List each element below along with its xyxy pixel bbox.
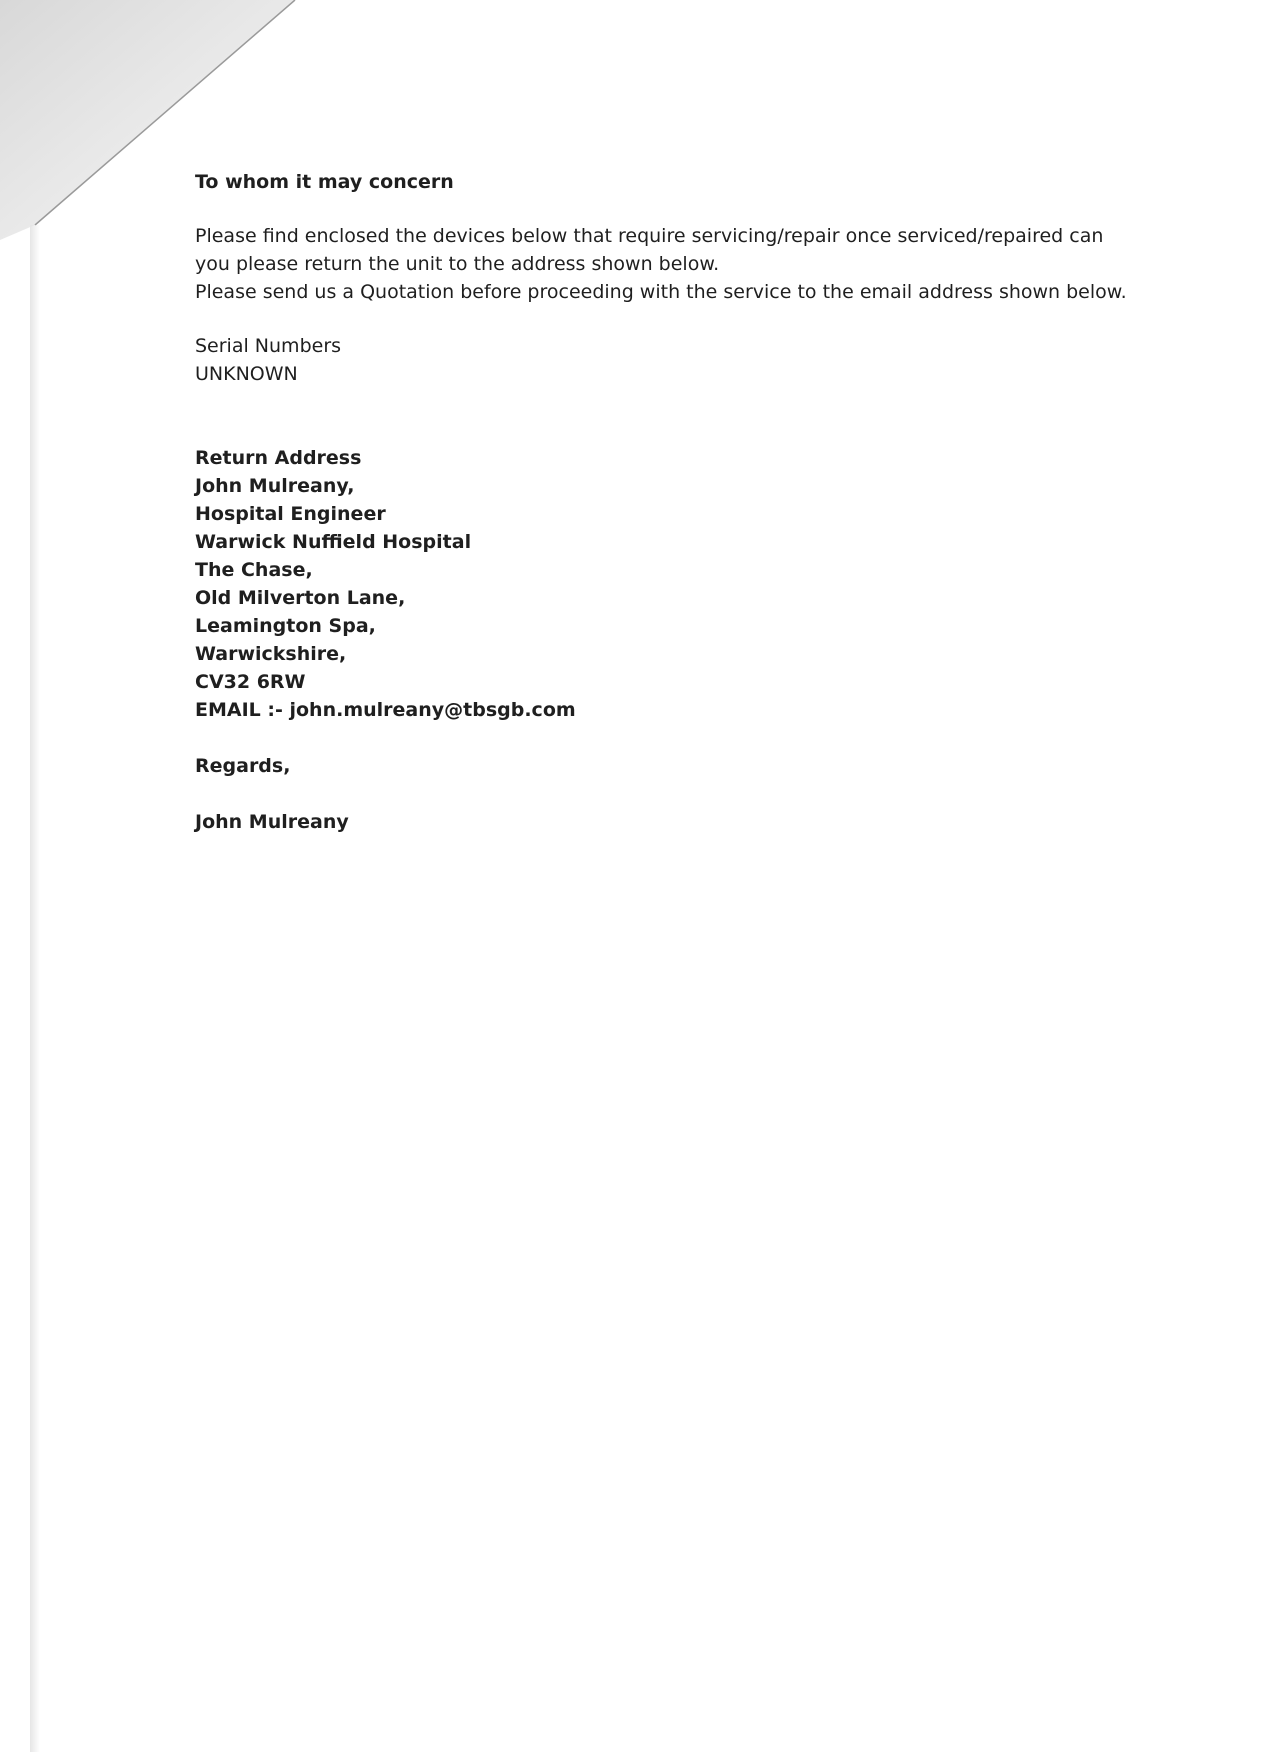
address-line: CV32 6RW xyxy=(195,671,306,693)
address-line: John Mulreany, xyxy=(195,475,355,497)
closing: Regards, xyxy=(195,755,291,777)
page-edge-shadow xyxy=(30,225,40,1752)
address-line: Warwickshire, xyxy=(195,643,347,665)
body-line: Please send us a Quotation before proceeding with the service to the email address shown below. xyxy=(195,281,1127,303)
greeting: To whom it may concern xyxy=(195,171,454,193)
request-paragraph xyxy=(195,222,1127,306)
body-line: Please find enclosed the devices below that require servicing/repair once serviced/repaired can xyxy=(195,225,1104,247)
address-line: Leamington Spa, xyxy=(195,615,376,637)
body-line: you please return the unit to the address shown below. xyxy=(195,253,720,275)
address-line: Hospital Engineer xyxy=(195,503,386,525)
serial-numbers-block xyxy=(195,332,1115,388)
serial-value: UNKNOWN xyxy=(195,363,298,385)
serial-heading: Serial Numbers xyxy=(195,335,342,357)
address-line: Warwick Nuffield Hospital xyxy=(195,531,472,553)
letter-body xyxy=(195,168,1127,836)
signature-name: John Mulreany xyxy=(195,811,349,833)
address-heading: Return Address xyxy=(195,447,362,469)
address-line: Old Milverton Lane, xyxy=(195,587,406,609)
email-line: EMAIL :- john.mulreany@tbsgb.com xyxy=(195,699,576,721)
return-address-block xyxy=(195,444,1115,724)
address-line: The Chase, xyxy=(195,559,313,581)
